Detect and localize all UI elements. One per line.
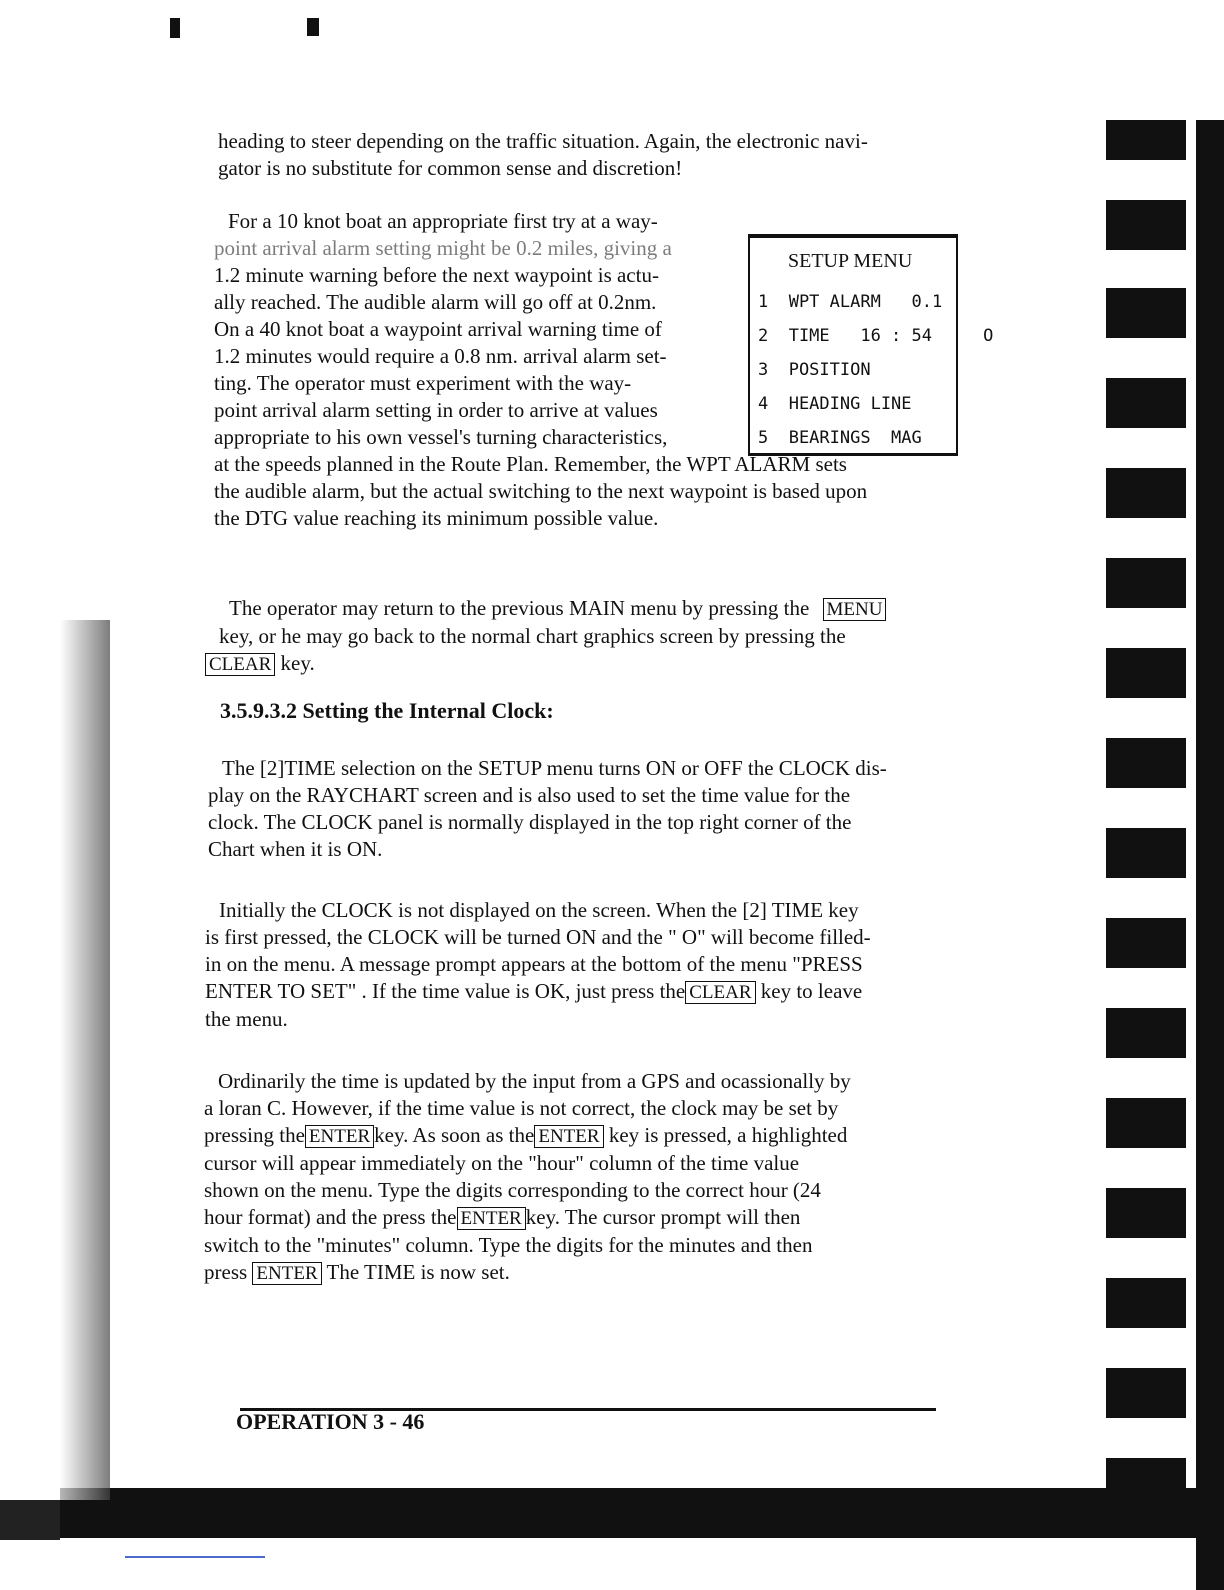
text-run: hour format) and the press the <box>204 1205 457 1229</box>
binding-spine <box>1196 120 1224 1590</box>
text-run: key to leave <box>760 979 863 1003</box>
text-line: On a 40 knot boat a waypoint arrival warning time of <box>214 317 662 341</box>
binding-tab <box>1106 378 1186 428</box>
text-line: the audible alarm, but the actual switching to the next waypoint is based upon <box>214 479 868 503</box>
page-edge-line <box>125 1556 265 1558</box>
binding-tab <box>1106 468 1186 518</box>
text-line <box>204 1204 949 1232</box>
paragraph <box>205 595 950 678</box>
enter-key: ENTER <box>305 1125 374 1148</box>
text-line: at the speeds planned in the Route Plan. Remember, the WPT ALARM sets <box>214 452 847 476</box>
text-line <box>204 1259 949 1287</box>
binding-tab <box>1106 288 1186 338</box>
text-line: Ordinarily the time is updated by the input from a GPS and ocassionally by <box>218 1069 851 1093</box>
binding-tab <box>1106 1188 1186 1238</box>
text-run: key. As soon as the <box>374 1123 535 1147</box>
binding-tab <box>1106 558 1186 608</box>
setup-menu-item-bearings: 5 BEARINGS MAG <box>758 428 922 448</box>
setup-menu-panel <box>748 234 994 456</box>
text-line: point arrival alarm setting might be 0.2 miles, giving a <box>214 236 672 260</box>
text-run: key. <box>280 651 315 675</box>
paragraph <box>218 128 958 182</box>
setup-menu-item-wpt-alarm: 1 WPT ALARM 0.1 <box>758 292 943 312</box>
text-run: The TIME is now set. <box>321 1260 510 1284</box>
text-line: play on the RAYCHART screen and is also used to set the time value for the <box>208 783 851 807</box>
text-line: in on the menu. A message prompt appears at the bottom of the menu "PRESS <box>205 952 863 976</box>
text-line: point arrival alarm setting in order to arrive at values <box>214 398 658 422</box>
text-line: 1.2 minutes would require a 0.8 nm. arrival alarm set- <box>214 344 667 368</box>
text-line: gator is no substitute for common sense and discretion! <box>218 156 683 180</box>
enter-key: ENTER <box>457 1207 526 1230</box>
menu-key: MENU <box>823 598 887 621</box>
binding-tab <box>1106 1278 1186 1328</box>
paragraph <box>208 755 948 863</box>
scan-shadow <box>60 1488 1224 1538</box>
text-line: Initially the CLOCK is not displayed on the screen. When the [2] TIME key <box>219 898 859 922</box>
enter-key: ENTER <box>534 1125 603 1148</box>
clear-key: CLEAR <box>685 981 755 1004</box>
text-run: key is pressed, a highlighted <box>608 1123 848 1147</box>
scan-shadow <box>0 1500 60 1540</box>
text-line <box>205 978 950 1006</box>
setup-menu-item-time: 2 TIME 16 : 54 O <box>758 326 994 346</box>
text-line: appropriate to his own vessel's turning characteristics, <box>214 425 668 449</box>
setup-menu-title: SETUP MENU <box>788 250 913 272</box>
scan-shadow-left <box>60 620 110 1500</box>
paragraph <box>204 1068 949 1287</box>
text-run: key. The cursor prompt will then <box>525 1205 801 1229</box>
text-run: ENTER TO SET" . If the time value is OK, just press the <box>205 979 686 1003</box>
text-line <box>204 1122 949 1150</box>
clear-key: CLEAR <box>205 653 275 676</box>
text-line: key, or he may go back to the normal chart graphics screen by pressing the <box>219 624 846 648</box>
binding-tab <box>1106 918 1186 968</box>
text-line: Chart when it is ON. <box>208 837 383 861</box>
setup-menu-item-heading-line: 4 HEADING LINE <box>758 394 912 414</box>
text-line: cursor will appear immediately on the "hour" column of the time value <box>204 1151 800 1175</box>
text-line: the DTG value reaching its minimum possible value. <box>214 506 659 530</box>
footer-label: OPERATION 3 - 46 <box>236 1409 425 1434</box>
text-line: 1.2 minute warning before the next waypoint is actu- <box>214 263 659 287</box>
text-line: ting. The operator must experiment with the way- <box>214 371 632 395</box>
binding-tab <box>1106 738 1186 788</box>
text-run: pressing the <box>204 1123 305 1147</box>
text-line: The [2]TIME selection on the SETUP menu turns ON or OFF the CLOCK dis- <box>222 756 887 780</box>
text-line: shown on the menu. Type the digits corresponding to the correct hour (24 <box>204 1178 821 1202</box>
text-run: press <box>204 1260 248 1284</box>
binding-tab <box>1106 200 1186 250</box>
enter-key: ENTER <box>252 1262 321 1285</box>
binding-tab <box>1106 1368 1186 1418</box>
setup-menu-item-position: 3 POSITION <box>758 360 871 380</box>
text-line: is first pressed, the CLOCK will be turned ON and the " O" will become filled- <box>205 925 871 949</box>
paragraph <box>205 897 950 1033</box>
binding-tab <box>1106 828 1186 878</box>
text-line: ally reached. The audible alarm will go off at 0.2nm. <box>214 290 657 314</box>
text-line: clock. The CLOCK panel is normally displayed in the top right corner of the <box>208 810 852 834</box>
scan-mark <box>307 18 319 36</box>
section-heading: 3.5.9.3.2 Setting the Internal Clock: <box>220 698 554 723</box>
scan-mark <box>170 18 180 38</box>
text-line: For a 10 knot boat an appropriate first try at a way- <box>228 209 658 233</box>
text-run: The operator may return to the previous MAIN menu by pressing the <box>229 596 810 620</box>
text-line: heading to steer depending on the traffic situation. Again, the electronic navi- <box>218 129 868 153</box>
binding-tab <box>1106 1008 1186 1058</box>
binding-tab <box>1106 1098 1186 1148</box>
text-line: switch to the "minutes" column. Type the digits for the minutes and then <box>204 1233 813 1257</box>
text-line <box>205 595 950 623</box>
binding-tab <box>1106 648 1186 698</box>
text-line: the menu. <box>205 1007 288 1031</box>
text-line: a loran C. However, if the time value is not correct, the clock may be set by <box>204 1096 839 1120</box>
binding-tab <box>1106 120 1186 160</box>
text-line <box>205 650 950 678</box>
spiral-binding <box>1094 60 1224 1540</box>
